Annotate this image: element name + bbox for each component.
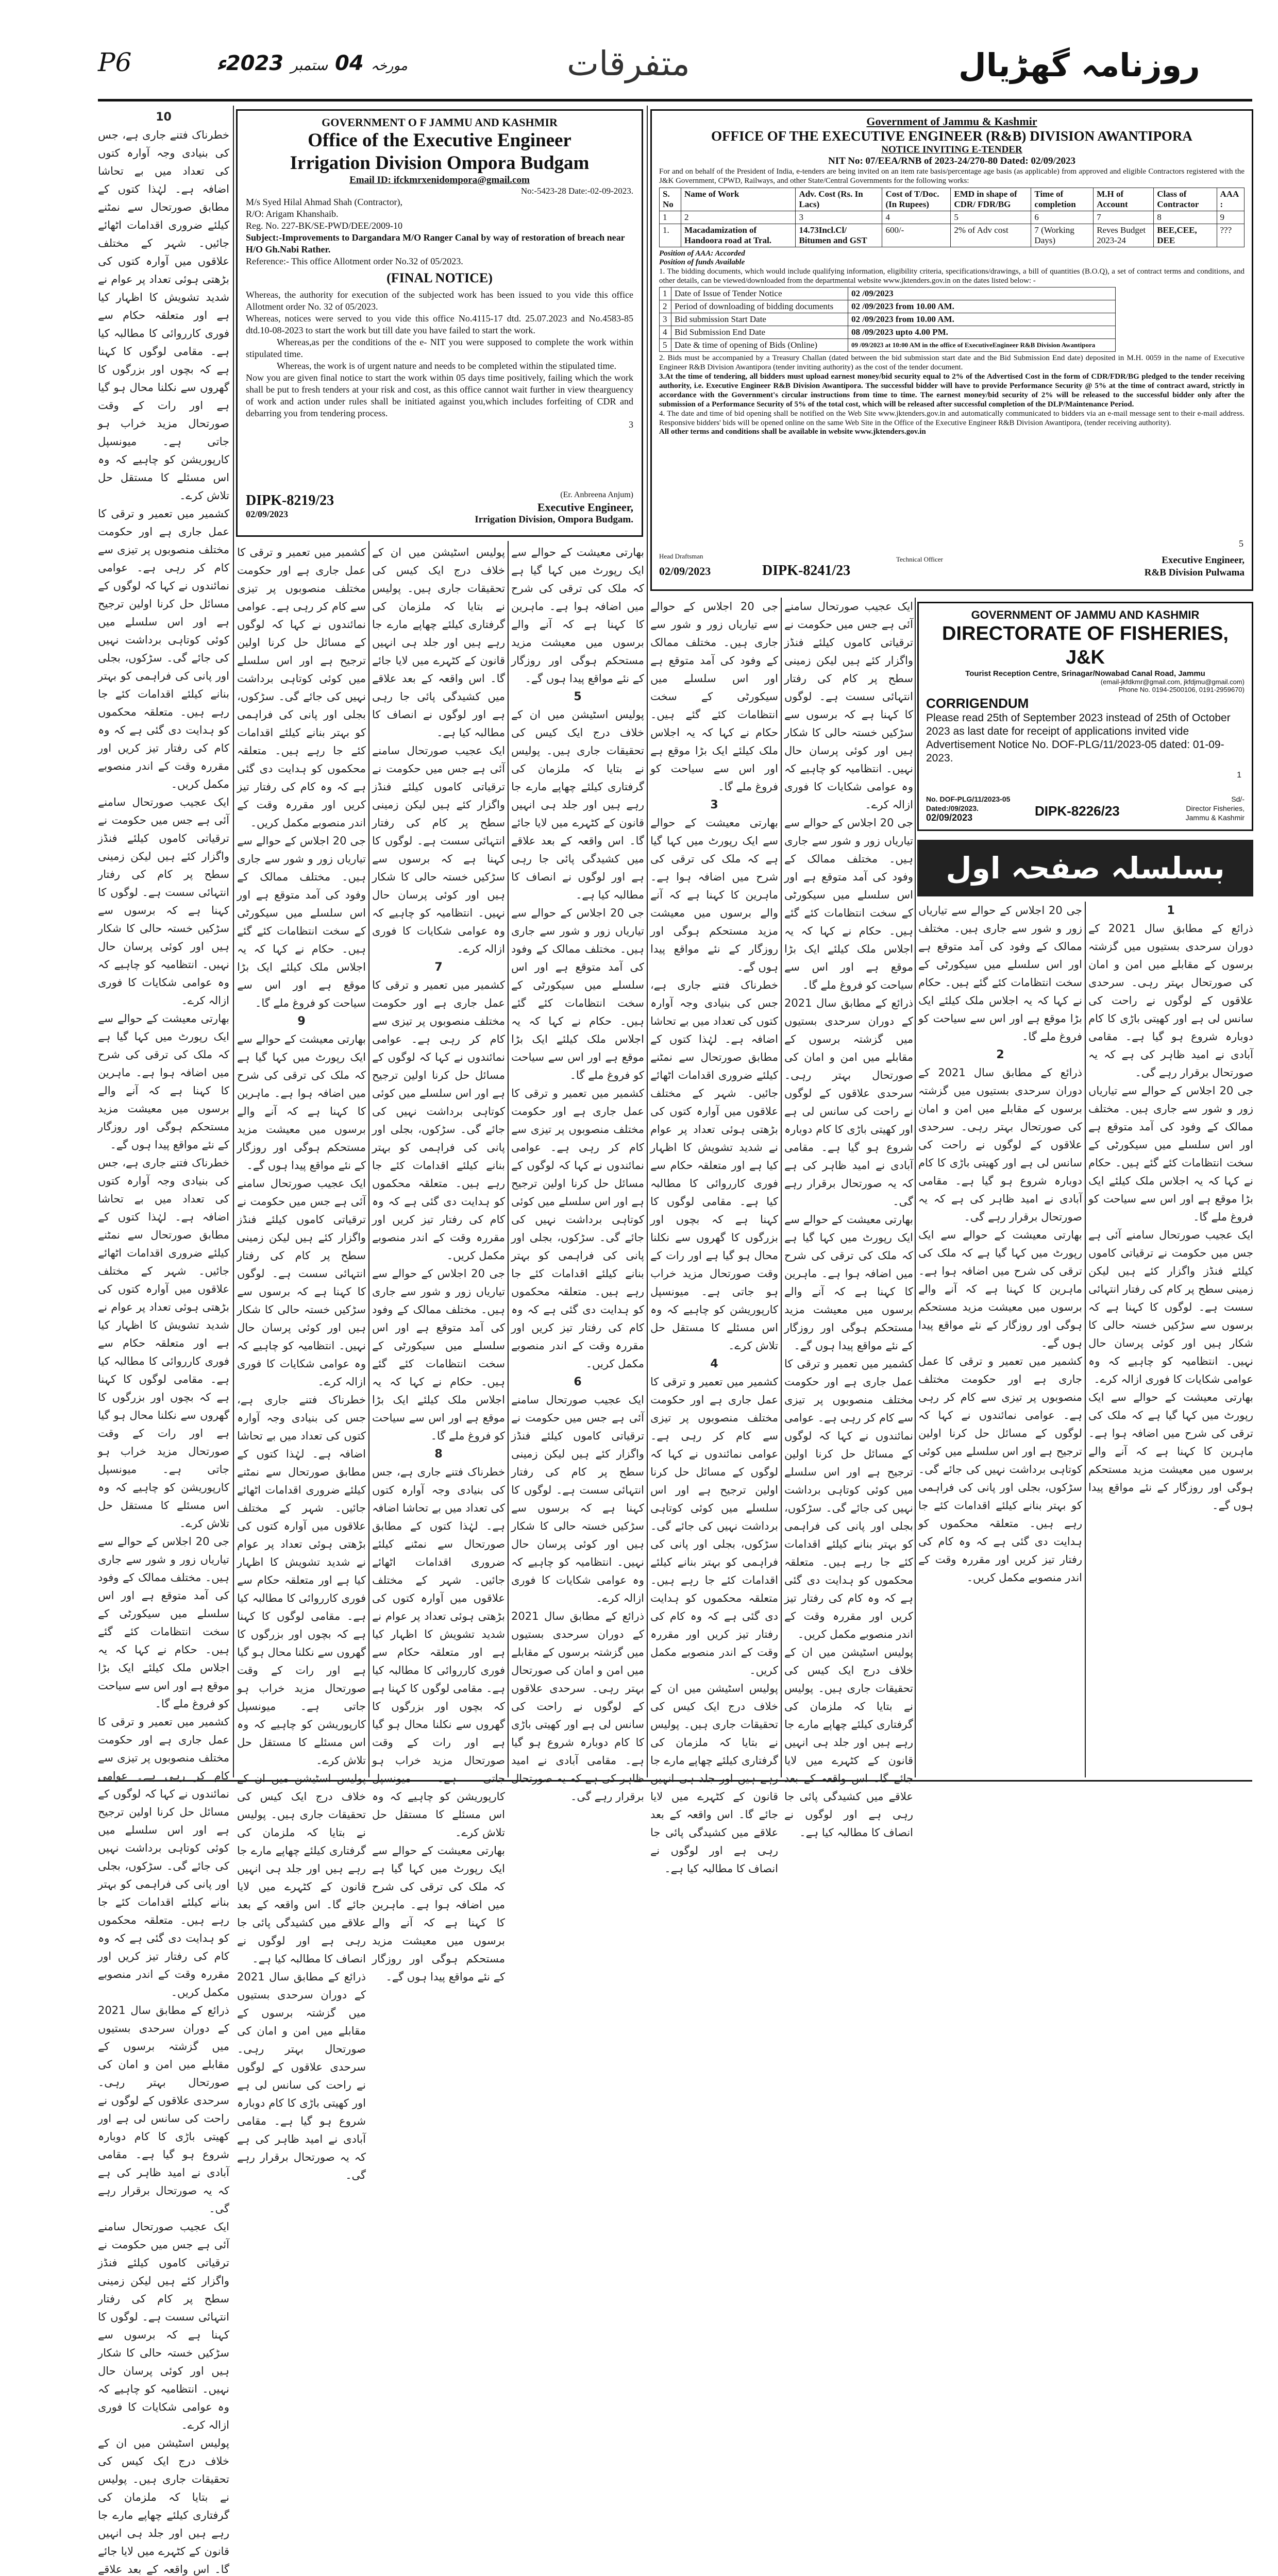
th-tdoc: Cost of T/Doc. (In Rupees) [882,188,951,211]
table-cell: Bid Submission End Date [671,326,848,339]
column-number: 4 [710,1358,718,1370]
article-text: کشمیر میں تعمیر و ترقی کا عمل جاری ہے اور حکومت مختلف منصوبوں پر تیزی سے کام کر رہی ہے۔ عوامی نمائندوں نے کہا کہ لوگوں کے مسائل حل کرنا اولین ترجیح ہے اور اس سلسلے میں کوئی کوتاہی برداشت نہیں کی جائے گی۔ سڑکوں، بجلی اور پانی کی فراہمی کو بہتر بنانے کیلئے اقدامات کئے جا رہے ہیں۔ متعلقہ محکموں کو ہدایت دی گئی ہے کہ وہ کام کی رفتار تیز کریں اور مقررہ وقت کے اندر منصوبے مکمل کریں۔ [784,1358,913,1640]
fish-title: DIRECTORATE OF FISHERIES, J&K [942,623,1229,668]
table-cell: 6 [1031,211,1094,224]
tender-intro: For and on behalf of the President of India, e-tenders are being invited on an item rate basis/percentage age basis (as applicable) from approved and eligible Contractors registered with the J&K Government, CPWD, Railways, and other State/Central Governments for the following works: [659,167,1245,185]
works-num-row [660,211,1245,224]
article-text: ایک عجیب صورتحال سامنے آئی ہے جس میں حکومت نے ترقیاتی کاموں کیلئے فنڈز واگزار کئے ہیں لیکن زمینی سطح پر کام کی رفتار انتہائی سست ہے۔ لوگوں کا کہنا ہے کہ برسوں سے سڑکیں خستہ حالی کا شکار ہیں اور کوئی پرسان حال نہیں۔ انتظامیہ کو چاہیے کہ وہ عوامی شکایات کا فوری ازالہ کرے۔ [511,1394,644,1604]
table-cell: 7 (Working Days) [1031,224,1094,247]
tender-sig-title: Executive Engineer, [1162,555,1245,566]
column-rule [368,541,369,1777]
article-text: کشمیر میں تعمیر و ترقی کا عمل جاری ہے اور حکومت مختلف منصوبوں پر تیزی سے کام کر رہی ہے۔ عوامی نمائندوں نے کہا کہ لوگوں کے مسائل حل کرنا اولین ترجیح ہے اور اس سلسلے میں کوئی کوتاہی برداشت نہیں کی جائے گی۔ سڑکوں، بجلی اور پانی کی فراہمی کو بہتر بنانے کیلئے اقدامات کئے جا رہے ہیں۔ متعلقہ محکموں کو ہدایت دی گئی ہے کہ وہ کام کی رفتار تیز کریں اور مقررہ وقت کے اندر منصوبے مکمل کریں۔ [918,1355,1082,1584]
column-rule [915,598,916,1777]
article-text: کشمیر میں تعمیر و ترقی کا عمل جاری ہے اور حکومت مختلف منصوبوں پر تیزی سے کام کر رہی ہے۔ عوامی نمائندوں نے کہا کہ لوگوں کے مسائل حل کرنا اولین ترجیح ہے اور اس سلسلے میں کوئی کوتاہی برداشت نہیں کی جائے گی۔ سڑکوں، بجلی اور پانی کی فراہمی کو بہتر بنانے کیلئے اقدامات کئے جا رہے ہیں۔ متعلقہ محکموں کو ہدایت دی گئی ہے کہ وہ کام کی رفتار تیز کریں اور مقررہ وقت کے اندر منصوبے مکمل کریں۔ [650,1376,778,1676]
table-cell: 2 [660,300,671,313]
article-text: پولیس اسٹیشن میں ان کے خلاف درج ایک کیس کی تحقیقات جاری ہیں۔ پولیس نے بتایا کہ ملزمان کی گرفتاری کیلئے چھاپے مارے جا رہے ہیں اور جلد ہی انہیں قانون کے کٹہرے میں لایا جائے گا۔ اس واقعہ کے بعد علاقے میں کشیدگی پائی جا رہی ہے اور لوگوں نے انصاف کا مطالبہ کیا ہے۔ [372,546,505,739]
tender-p3: 3.At the time of tendering, all bidders must upload earnest money/bid security equal to 2% of the Advertised Cost in the form of CDR/FDR/BG pledged to the tender receiving authority, i.e. Executive Engineer R&B Division Awantipora. The successful bidder will have to provide Performance Security @ 5% at the time of contract award, strictly in accordance with the Government's circular instructions from time to time. The earnest money/bid security of 2% will be released to the successful bidder only after the submission of a Performance Security of 5% of the total cost, which will be released after successful completion of the DLP/Maintenance Period. [659,372,1245,409]
table-cell: 08 /09/2023 upto 4.00 PM. [848,326,1115,339]
tender-p1: 1. The bidding documents, which would include qualifying information, eligibility criteria, specifications/drawings, a bill of quantities (B.O.Q), a set of contract terms and conditions, and other details, can be viewed/downloaded from the departmental website www.jktenders.gov.in on the dates listed below: - [659,267,1245,285]
table-cell: 02 /09/2023 [848,287,1115,300]
tender-date: 02/09/2023 [659,565,711,578]
tender-num: 5 [1239,538,1243,549]
date-prefix: مورخہ [371,58,408,74]
ad-email: Email ID: ifckmrxenidompora@gmail.com [349,175,530,185]
table-cell: 4 [882,211,951,224]
newspaper-name: روزنامہ گھڑیال [959,46,1200,84]
article-text: کشمیر میں تعمیر و ترقی کا عمل جاری ہے اور حکومت مختلف منصوبوں پر تیزی سے کام کر رہی ہے۔ عوامی نمائندوں نے کہا کہ لوگوں کے مسائل حل کرنا اولین ترجیح ہے اور اس سلسلے میں کوئی کوتاہی برداشت نہیں کی جائے گی۔ سڑکوں، بجلی اور پانی کی فراہمی کو بہتر بنانے کیلئے اقدامات کئے جا رہے ہیں۔ متعلقہ محکموں کو ہدایت دی گئی ہے کہ وہ کام کی رفتار تیز کریں اور مقررہ وقت کے اندر منصوبے مکمل کریں۔ [372,979,505,1262]
date-row [660,326,1116,339]
fish-phone: Phone No. 0194-2500106, 0191-2959670) [1118,686,1245,693]
article-text: جی 20 اجلاس کے حوالے سے تیاریاں زور و شور سے جاری ہیں۔ مختلف ممالک کے وفود کی آمد متوقع ہے اور اس سلسلے میں سیکورٹی کے سخت انتظامات کئے گئے ہیں۔ حکام نے کہا کہ یہ اجلاس ملک کیلئے ایک بڑا موقع ہے اور اس سے سیاحت کو فروغ ملے گا۔ [372,1267,505,1442]
tender-signature [1145,554,1245,579]
fisheries-corrigendum-ad [917,602,1253,831]
ad-address-2: R/O: Arigam Khanshaib. [246,209,339,219]
article-text: ذرائع کے مطابق سال 2021 کے دوران سرحدی بستیوں میں گزشتہ برسوں کے مقابلے میں امن و امان کی صورتحال بہتر رہی۔ سرحدی علاقوں کے لوگوں نے راحت کی سانس لی ہے اور کھیتی باڑی کا کام دوبارہ شروع ہو گیا ہے۔ مقامی آبادی نے امید ظاہر کی ہے کہ یہ صورتحال برقرار رہے گی۔ [237,1971,366,2181]
table-cell: Bid submission Start Date [671,313,848,326]
article-text: ایک عجیب صورتحال سامنے آئی ہے جس میں حکومت نے ترقیاتی کاموں کیلئے فنڈز واگزار کئے ہیں لیکن زمینی سطح پر کام کی رفتار انتہائی سست ہے۔ لوگوں کا کہنا ہے کہ برسوں سے سڑکیں خستہ حالی کا شکار ہیں اور کوئی پرسان حال نہیں۔ انتظامیہ کو چاہیے کہ وہ عوامی شکایات کا فوری ازالہ کرے۔ [98,796,229,1007]
ad-reference: Reference:- This office Allotment order No.32 of 05/2023. [246,256,463,266]
th-sno: S. No [660,188,681,211]
article-text: پولیس اسٹیشن میں ان کے خلاف درج ایک کیس کی تحقیقات جاری ہیں۔ پولیس نے بتایا کہ ملزمان کی گرفتاری کیلئے چھاپے مارے جا رہے ہیں اور جلد ہی انہیں قانون کے کٹہرے میں لایا جائے گا۔ اس واقعہ کے بعد علاقے میں کشیدگی پائی جا رہی ہے اور لوگوں نے انصاف کا مطالبہ کیا ہے۔ [237,1772,366,1965]
table-cell: 1. [660,224,681,247]
table-cell: 600/- [882,224,951,247]
tender-footer [659,552,1245,583]
continued-from-front-page-banner [917,840,1253,896]
fish-sig-2: Jammu & Kashmir [1185,814,1245,822]
table-cell: 7 [1094,211,1154,224]
article-column-9 [237,544,366,2181]
sig-name: (Er. Anbreena Anjum) [560,490,633,499]
article-text: بھارتی معیشت کے حوالے سے ایک رپورٹ میں کہا گیا ہے کہ ملک کی ترقی کی شرح میں اضافہ ہوا ہے۔ ماہرین کا کہنا ہے کہ آنے والے برسوں میں معیشت مزید مستحکم ہوگی اور روزگار کے نئے مواقع پیدا ہوں گے۔ [372,1844,505,1983]
tender-notice: NOTICE INVITING E-TENDER [881,144,1022,155]
ad-division: Irrigation Division Ompora Budgam [290,152,590,174]
dipk-code: DIPK-8219/23 [246,493,334,509]
dates-table [659,287,1116,352]
article-text: کشمیر میں تعمیر و ترقی کا عمل جاری ہے اور حکومت مختلف منصوبوں پر تیزی سے کام کر رہی ہے۔ عوامی نمائندوں نے کہا کہ لوگوں کے مسائل حل کرنا اولین ترجیح ہے اور اس سلسلے میں کوئی کوتاہی برداشت نہیں کی جائے گی۔ سڑکوں، بجلی اور پانی کی فراہمی کو بہتر بنانے کیلئے اقدامات کئے جا رہے ہیں۔ متعلقہ محکموں کو ہدایت دی گئی ہے کہ وہ کام کی رفتار تیز کریں اور مقررہ وقت کے اندر منصوبے مکمل کریں۔ [237,546,366,829]
fish-sd: Sd/- [1231,795,1245,803]
article-column-2 [918,902,1082,1777]
fish-govt: GOVERNMENT OF JAMMU AND KASHMIR [971,608,1200,621]
date-month: ستمبر [291,57,328,74]
article-text: بھارتی معیشت کے حوالے سے ایک رپورٹ میں کہا گیا ہے کہ ملک کی ترقی کی شرح میں اضافہ ہوا ہے۔ ماہرین کا کہنا ہے کہ آنے والے برسوں میں معیشت مزید مستحکم ہوگی اور روزگار کے نئے مواقع پیدا ہوں گے۔ [237,1033,366,1172]
article-text: پولیس اسٹیشن میں ان کے خلاف درج ایک کیس کی تحقیقات جاری ہیں۔ پولیس نے بتایا کہ ملزمان کی گرفتاری کیلئے چھاپے مارے جا رہے ہیں اور جلد ہی انہیں قانون کے کٹہرے میں لایا جائے گا۔ اس واقعہ کے بعد علاقے [98,2437,229,2575]
ad-dipk [246,493,334,520]
works-data-row [660,224,1245,247]
date-year: 2023ء [216,52,284,75]
th-time: Time of completion [1031,188,1094,211]
th-mh: M.H of Account [1094,188,1154,211]
date-row [660,313,1116,326]
tender-p5: All other terms and conditions shall be available in website www.jktenders.gov.in [659,428,926,436]
article-text: پولیس اسٹیشن میں ان کے خلاف درج ایک کیس کی تحقیقات جاری ہیں۔ پولیس نے بتایا کہ ملزمان کی گرفتاری کیلئے چھاپے مارے جا رہے ہیں اور جلد ہی انہیں قانون کے کٹہرے میں لایا جائے گا۔ اس واقعہ کے بعد علاقے میں کشیدگی پائی جا رہی ہے اور لوگوں نے انصاف کا مطالبہ کیا ہے۔ [511,708,644,901]
head-draftsman: Head Draftsman [659,552,703,560]
table-cell: 5 [660,339,671,352]
issue-date [216,52,408,75]
th-cost: Adv. Cost (Rs. In Lacs) [796,188,882,211]
works-header-row [660,188,1245,211]
article-text: بھارتی معیشت کے حوالے سے ایک رپورٹ میں کہا گیا ہے کہ ملک کی ترقی کی شرح میں اضافہ ہوا ہے۔ ماہرین کا کہنا ہے کہ آنے والے برسوں میں معیشت مزید مستحکم ہوگی اور روزگار کے نئے مواقع پیدا ہوں گے۔ [650,817,778,973]
fish-address: Tourist Reception Centre, Srinagar/Nowabad Canal Road, Jammu [965,669,1205,678]
article-text: بھارتی معیشت کے حوالے سے ایک رپورٹ میں کہا گیا ہے کہ ملک کی ترقی کی شرح میں اضافہ ہوا ہے۔ ماہرین کا کہنا ہے کہ آنے والے برسوں میں معیشت مزید مستحکم ہوگی اور روزگار کے نئے مواقع پیدا ہوں گے۔ [1088,1391,1253,1512]
tender-p4: 4. The date and time of bid opening shall be notified on the Web Site www.jktenders.gov.in and automatically communicated to bidders via an e-mail message sent to their e-mail address. Responsive bidders' bids will be opened online on the same Web Site in the Office of the Executive Engineer R&B Division Awantipora, (tender receiving authority). [659,410,1245,427]
ad-num: 3 [629,419,633,430]
date-row [660,300,1116,313]
article-column-5-6 [511,544,644,1803]
technical-officer: Technical Officer [896,555,943,563]
th-aaa: AAA : [1217,188,1245,211]
article-column-continued [784,598,913,1839]
banner-text: بسلسلہ صفحہ اول [946,851,1225,886]
article-text: پولیس اسٹیشن میں ان کے خلاف درج ایک کیس کی تحقیقات جاری ہیں۔ پولیس نے بتایا کہ ملزمان کی گرفتاری کیلئے چھاپے مارے جا رہے ہیں اور جلد ہی انہیں قانون کے کٹہرے میں لایا جائے گا۔ اس واقعہ کے بعد علاقے میں کشیدگی پائی جا رہی ہے اور لوگوں نے انصاف کا مطالبہ کیا ہے۔ [784,1646,913,1839]
tender-govt: Government of Jammu & Kashmir [866,115,1037,128]
article-text: جی 20 اجلاس کے حوالے سے تیاریاں زور و شور سے جاری ہیں۔ مختلف ممالک کے وفود کی آمد متوقع ہے اور اس سلسلے میں سیکورٹی کے سخت انتظامات کئے گئے ہیں۔ حکام نے کہا کہ یہ اجلاس ملک کیلئے ایک بڑا موقع ہے اور اس سے سیاحت کو فروغ ملے گا۔ [237,835,366,1009]
ad-para-3: Whereas,as per the conditions of the e- NIT you were supposed to complete the work within stipulated time. [246,337,633,359]
column-number: 9 [297,1015,306,1028]
article-column-1 [1088,902,1253,1777]
table-cell: 02 /09/2023 from 10.00 AM. [848,300,1115,313]
article-text: جی 20 اجلاس کے حوالے سے تیاریاں زور و شور سے جاری ہیں۔ مختلف ممالک کے وفود کی آمد متوقع ہے اور اس سلسلے میں سیکورٹی کے سخت انتظامات کئے گئے ہیں۔ حکام نے کہا کہ یہ اجلاس ملک کیلئے ایک بڑا موقع ہے اور اس سے سیاحت کو فروغ ملے گا۔ [98,1535,229,1710]
article-column-10 [98,108,229,2575]
table-cell: 9 [1217,211,1245,224]
column-number: 7 [434,961,443,974]
article-text: پولیس اسٹیشن میں ان کے خلاف درج ایک کیس کی تحقیقات جاری ہیں۔ پولیس نے بتایا کہ ملزمان کی گرفتاری کیلئے چھاپے مارے جا رہے ہیں اور جلد ہی انہیں قانون کے کٹہرے میں لایا جائے گا۔ اس واقعہ کے بعد علاقے میں کشیدگی پائی جا رہی ہے اور لوگوں نے انصاف کا مطالبہ کیا ہے۔ [650,1682,778,1875]
fish-sig-1: Director Fisheries, [1186,804,1245,812]
table-cell: 09 /09/2023 at 10:00 AM in the office of ExecutiveEngineer R&B Division Awantipora [848,339,1115,352]
article-text: ایک عجیب صورتحال سامنے آئی ہے جس میں حکومت نے ترقیاتی کاموں کیلئے فنڈز واگزار کئے ہیں لیکن زمینی سطح پر کام کی رفتار انتہائی سست ہے۔ لوگوں کا کہنا ہے کہ برسوں سے سڑکیں خستہ حالی کا شکار ہیں اور کوئی پرسان حال نہیں۔ انتظامیہ کو چاہیے کہ وہ عوامی شکایات کا فوری ازالہ کرے۔ [98,2221,229,2431]
table-cell: 5 [951,211,1031,224]
fish-ref [926,794,1010,822]
section-title: متفرقات [567,44,690,83]
fish-num: 1 [1237,771,1241,779]
article-text: خطرناک فتنے جاری ہے، جس کی بنیادی وجہ آوارہ کتوں کی تعداد میں بے تحاشا اضافہ ہے۔ لہٰذا کتوں کے مطابق صورتحال سے نمٹنے کیلئے ضروری اقدامات اٹھائے جائیں۔ شہر کے مختلف علاقوں میں آوارہ کتوں کی بڑھتی ہوئی تعداد پر عوام نے شدید تشویش کا اظہار کیا ہے اور متعلقہ حکام سے فوری کارروائی کا مطالبہ کیا ہے۔ مقامی لوگوں کا کہنا ہے کہ بچوں اور بزرگوں کا گھروں سے نکلنا محال ہو گیا ہے اور رات کے وقت صورتحال مزید خراب ہو جاتی ہے۔ میونسپل کارپوریشن کو چاہیے کہ وہ اس مسئلے کا مستقل حل تلاش کرے۔ [98,129,229,502]
fish-date: 02/09/2023 [926,812,973,823]
article-text: ایک عجیب صورتحال سامنے آئی ہے جس میں حکومت نے ترقیاتی کاموں کیلئے فنڈز واگزار کئے ہیں لیکن زمینی سطح پر کام کی رفتار انتہائی سست ہے۔ لوگوں کا کہنا ہے کہ برسوں سے سڑکیں خستہ حالی کا شکار ہیں اور کوئی پرسان حال نہیں۔ انتظامیہ کو چاہیے کہ وہ عوامی شکایات کا فوری ازالہ کرے۔ [372,744,505,955]
column-number: 3 [710,799,718,811]
ad-address-1: M/s Syed Hilal Ahmad Shah (Contractor), [246,197,402,207]
ad-govt: GOVERNMENT O F JAMMU AND KASHMIR [322,116,558,129]
th-class: Class of Contractor [1154,188,1217,211]
article-text: خطرناک فتنے جاری ہے، جس کی بنیادی وجہ آوارہ کتوں کی تعداد میں بے تحاشا اضافہ ہے۔ لہٰذا کتوں کے مطابق صورتحال سے نمٹنے کیلئے ضروری اقدامات اٹھائے جائیں۔ شہر کے مختلف علاقوں میں آوارہ کتوں کی بڑھتی ہوئی تعداد پر عوام نے شدید تشویش کا اظہار کیا ہے اور متعلقہ حکام سے فوری کارروائی کا مطالبہ کیا ہے۔ مقامی لوگوں کا کہنا ہے کہ بچوں اور بزرگوں کا گھروں سے نکلنا محال ہو گیا ہے اور رات کے وقت صورتحال مزید خراب ہو جاتی ہے۔ میونسپل کارپوریشن کو چاہیے کہ وہ اس مسئلے کا مستقل حل تلاش کرے۔ [98,1157,229,1530]
table-cell: 3 [660,313,671,326]
tender-sig-division: R&B Division Pulwama [1144,567,1245,578]
table-cell: 4 [660,326,671,339]
article-text: بھارتی معیشت کے حوالے سے ایک رپورٹ میں کہا گیا ہے کہ ملک کی ترقی کی شرح میں اضافہ ہوا ہے۔ ماہرین کا کہنا ہے کہ آنے والے برسوں میں معیشت مزید مستحکم ہوگی اور روزگار کے نئے مواقع پیدا ہوں گے۔ [784,1213,913,1352]
table-cell: 1 [660,211,681,224]
fish-ref-dated: Dated:/09/2023. [926,804,979,812]
page-number: P6 [98,47,132,77]
article-text: بھارتی معیشت کے حوالے سے ایک رپورٹ میں کہا گیا ہے کہ ملک کی ترقی کی شرح میں اضافہ ہوا ہے۔ ماہرین کا کہنا ہے کہ آنے والے برسوں میں معیشت مزید مستحکم ہوگی اور روزگار کے نئے مواقع پیدا ہوں گے۔ [918,1229,1082,1349]
table-cell: 14.73Incl.Cl/ Bitumen and GST [796,224,882,247]
article-text: ذرائع کے مطابق سال 2021 کے دوران سرحدی بستیوں میں گزشتہ برسوں کے مقابلے میں امن و امان کی صورتحال بہتر رہی۔ سرحدی علاقوں کے لوگوں نے راحت کی سانس لی ہے اور کھیتی باڑی کا کام دوبارہ شروع ہو گیا ہے۔ مقامی آبادی نے امید ظاہر کی ہے کہ یہ صورتحال برقرار رہے گی۔ [1088,922,1253,1079]
tender-p2: 2. Bids must be accompanied by a Treasury Challan (dated between the bid submission start date and the Bid Submission End date) deposited in M.H. 0059 in the name of Executive Engineer R&B Division Awantipora (tender inviting authority) as the cost of the tender document. [659,354,1245,371]
column-rule [508,541,509,1777]
ad-signature [475,489,633,526]
column-number: 8 [434,1448,443,1461]
fish-dipk: DIPK-8226/23 [1035,803,1120,819]
column-number: 6 [574,1376,582,1388]
table-cell: 8 [1154,211,1217,224]
works-table [659,188,1245,247]
fish-signature [1186,794,1245,822]
fish-email: (email-jkfdkmr@gmail.com, jkfdjmu@gmail.com) [1100,678,1245,686]
article-text: کشمیر میں تعمیر و ترقی کا عمل جاری ہے اور حکومت مختلف منصوبوں پر تیزی سے کام کر رہی ہے۔ عوامی نمائندوں نے کہا کہ لوگوں کے مسائل حل کرنا اولین ترجیح ہے اور اس سلسلے میں کوئی کوتاہی برداشت نہیں کی جائے گی۔ سڑکوں، بجلی اور پانی کی فراہمی کو بہتر بنانے کیلئے اقدامات کئے جا رہے ہیں۔ متعلقہ محکموں کو ہدایت دی گئی ہے کہ وہ کام کی رفتار تیز کریں اور مقررہ وقت کے اندر منصوبے مکمل کریں۔ [511,1087,644,1370]
article-text: ذرائع کے مطابق سال 2021 کے دوران سرحدی بستیوں میں گزشتہ برسوں کے مقابلے میں امن و امان کی صورتحال بہتر رہی۔ سرحدی علاقوں کے لوگوں نے راحت کی سانس لی ہے اور کھیتی باڑی کا کام دوبارہ شروع ہو گیا ہے۔ مقامی آبادی نے امید ظاہر کی ہے کہ یہ صورتحال برقرار رہے گی۔ [98,2004,229,2215]
tender-office: OFFICE OF THE EXECUTIVE ENGINEER (R&B) DIVISION AWANTIPORA [711,128,1192,144]
date-day: 04 [335,52,364,75]
column-number: 5 [574,690,582,703]
column-rule [233,106,234,1777]
article-text: ذرائع کے مطابق سال 2021 کے دوران سرحدی بستیوں میں گزشتہ برسوں کے مقابلے میں امن و امان کی صورتحال بہتر رہی۔ سرحدی علاقوں کے لوگوں نے راحت کی سانس لی ہے اور کھیتی باڑی کا کام دوبارہ شروع ہو گیا ہے۔ مقامی آبادی نے امید ظاہر کی ہے کہ یہ صورتحال برقرار رہے گی۔ [784,997,913,1208]
article-text: کشمیر میں تعمیر و ترقی کا عمل جاری ہے اور حکومت مختلف منصوبوں پر تیزی سے کام کر رہی ہے۔ عوامی نمائندوں نے کہا کہ لوگوں کے مسائل حل کرنا اولین ترجیح ہے اور اس سلسلے میں کوئی کوتاہی برداشت نہیں کی جائے گی۔ سڑکوں، بجلی اور پانی کی فراہمی کو بہتر بنانے کیلئے اقدامات کئے جا رہے ہیں۔ متعلقہ محکموں کو ہدایت دی گئی ہے کہ وہ کام کی رفتار تیز کریں اور مقررہ وقت کے اندر منصوبے مکمل کریں۔ [98,1716,229,1998]
fish-heading: CORRIGENDUM [926,696,1029,711]
table-cell: 02 /09/2023 from 10.00 AM. [848,313,1115,326]
fish-ref-no: No. DOF-PLG/11/2023-05 [926,795,1011,803]
ad-para-1: Whereas, the authority for execution of the subjected work has been issued to you vide this office Allotment order No. 32 of 05/2023. [246,290,633,312]
article-text: بھارتی معیشت کے حوالے سے ایک رپورٹ میں کہا گیا ہے کہ ملک کی ترقی کی شرح میں اضافہ ہوا ہے۔ ماہرین کا کہنا ہے کہ آنے والے برسوں میں معیشت مزید مستحکم ہوگی اور روزگار کے نئے مواقع پیدا ہوں گے۔ [98,1012,229,1151]
column-rule [781,598,782,1777]
ad-office: Office of the Executive Engineer [308,130,571,151]
dipk-date: 02/09/2023 [246,509,289,519]
ad-para-4: Whereas, the work is of urgent nature and needs to be completed within the stipulated time. [277,361,616,371]
masthead-rule [98,99,1252,101]
ad-para-5: Now you are given final notice to start the work within 05 days time positively, failing which the work shall be put to fresh tenders at your risk and cost, as this office cannot wait further in view thearguency of work and action under rules shall be initiated against you,which includes forfeiting of CDR and debarring you from tendering process. [246,372,633,418]
column-number: 2 [996,1048,1004,1061]
table-cell: 3 [796,211,882,224]
article-text: جی 20 اجلاس کے حوالے سے تیاریاں زور و شور سے جاری ہیں۔ مختلف ممالک کے وفود کی آمد متوقع ہے اور اس سلسلے میں سیکورٹی کے سخت انتظامات کئے گئے ہیں۔ حکام نے کہا کہ یہ اجلاس ملک کیلئے ایک بڑا موقع ہے اور اس سے سیاحت کو فروغ ملے گا۔ [650,600,778,793]
article-text: جی 20 اجلاس کے حوالے سے تیاریاں زور و شور سے جاری ہیں۔ مختلف ممالک کے وفود کی آمد متوقع ہے اور اس سلسلے میں سیکورٹی کے سخت انتظامات کئے گئے ہیں۔ حکام نے کہا کہ یہ اجلاس ملک کیلئے ایک بڑا موقع ہے اور اس سے سیاحت کو فروغ ملے گا۔ [784,817,913,991]
column-number: 10 [156,111,172,124]
ad-address-3: Reg. No. 227-BK/SE-PWD/DEE/2009-10 [246,221,402,231]
ad-para-2: Whereas, notices were served to you vide this office No.4115-17 dtd. 25.07.2023 and No.4583-85 dtd.10-08-2023 to start the work but till date you have failed to start the work. [246,313,633,335]
article-text: جی 20 اجلاس کے حوالے سے تیاریاں زور و شور سے جاری ہیں۔ مختلف ممالک کے وفود کی آمد متوقع ہے اور اس سلسلے میں سیکورٹی کے سخت انتظامات کئے گئے ہیں۔ حکام نے کہا کہ یہ اجلاس ملک کیلئے ایک بڑا موقع ہے اور اس سے سیاحت کو فروغ ملے گا۔ [918,904,1082,1043]
article-text: خطرناک فتنے جاری ہے، جس کی بنیادی وجہ آوارہ کتوں کی تعداد میں بے تحاشا اضافہ ہے۔ لہٰذا کتوں کے مطابق صورتحال سے نمٹنے کیلئے ضروری اقدامات اٹھائے جائیں۔ شہر کے مختلف علاقوں میں آوارہ کتوں کی بڑھتی ہوئی تعداد پر عوام نے شدید تشویش کا اظہار کیا ہے اور متعلقہ حکام سے فوری کارروائی کا مطالبہ کیا ہے۔ مقامی لوگوں کا کہنا ہے کہ بچوں اور بزرگوں کا گھروں سے نکلنا محال ہو گیا ہے اور رات کے وقت صورتحال مزید خراب ہو جاتی ہے۔ میونسپل کارپوریشن کو چاہیے کہ وہ اس مسئلے کا مستقل حل تلاش کرے۔ [372,1466,505,1839]
article-text: جی 20 اجلاس کے حوالے سے تیاریاں زور و شور سے جاری ہیں۔ مختلف ممالک کے وفود کی آمد متوقع ہے اور اس سلسلے میں سیکورٹی کے سخت انتظامات کئے گئے ہیں۔ حکام نے کہا کہ یہ اجلاس ملک کیلئے ایک بڑا موقع ہے اور اس سے سیاحت کو فروغ ملے گا۔ [1088,1084,1253,1223]
table-cell: 2 [681,211,795,224]
irrigation-notice-ad [236,109,643,537]
column-rule [647,106,648,1777]
article-text: جی 20 اجلاس کے حوالے سے تیاریاں زور و شور سے جاری ہیں۔ مختلف ممالک کے وفود کی آمد متوقع ہے اور اس سلسلے میں سیکورٹی کے سخت انتظامات کئے گئے ہیں۔ حکام نے کہا کہ یہ اجلاس ملک کیلئے ایک بڑا موقع ہے اور اس سے سیاحت کو فروغ ملے گا۔ [511,907,644,1081]
article-text: ایک عجیب صورتحال سامنے آئی ہے جس میں حکومت نے ترقیاتی کاموں کیلئے فنڈز واگزار کئے ہیں لیکن زمینی سطح پر کام کی رفتار انتہائی سست ہے۔ لوگوں کا کہنا ہے کہ برسوں سے سڑکیں خستہ حالی کا شکار ہیں اور کوئی پرسان حال نہیں۔ انتظامیہ کو چاہیے کہ وہ عوامی شکایات کا فوری ازالہ کرے۔ [784,600,913,811]
table-cell: ??? [1217,224,1245,247]
column-number: 1 [1167,904,1175,917]
article-column-3-4 [650,598,778,1875]
article-text: خطرناک فتنے جاری ہے، جس کی بنیادی وجہ آوارہ کتوں کی تعداد میں بے تحاشا اضافہ ہے۔ لہٰذا کتوں کے مطابق صورتحال سے نمٹنے کیلئے ضروری اقدامات اٹھائے جائیں۔ شہر کے مختلف علاقوں میں آوارہ کتوں کی بڑھتی ہوئی تعداد پر عوام نے شدید تشویش کا اظہار کیا ہے اور متعلقہ حکام سے فوری کارروائی کا مطالبہ کیا ہے۔ مقامی لوگوں کا کہنا ہے کہ بچوں اور بزرگوں کا گھروں سے نکلنا محال ہو گیا ہے اور رات کے وقت صورتحال مزید خراب ہو جاتی ہے۔ میونسپل کارپوریشن کو چاہیے کہ وہ اس مسئلے کا مستقل حل تلاش کرے۔ [237,1394,366,1767]
article-text: خطرناک فتنے جاری ہے، جس کی بنیادی وجہ آوارہ کتوں کی تعداد میں بے تحاشا اضافہ ہے۔ لہٰذا کتوں کے مطابق صورتحال سے نمٹنے کیلئے ضروری اقدامات اٹھائے جائیں۔ شہر کے مختلف علاقوں میں آوارہ کتوں کی بڑھتی ہوئی تعداد پر عوام نے شدید تشویش کا اظہار کیا ہے اور متعلقہ حکام سے فوری کارروائی کا مطالبہ کیا ہے۔ مقامی لوگوں کا کہنا ہے کہ بچوں اور بزرگوں کا گھروں سے نکلنا محال ہو گیا ہے اور رات کے وقت صورتحال مزید خراب ہو جاتی ہے۔ میونسپل کارپوریشن کو چاہیے کہ وہ اس مسئلے کا مستقل حل تلاش کرے۔ [650,979,778,1352]
ad-subject: Subject:-Improvements to Dargandara M/O Ranger Canal by way of restoration of breach near H/O Gh.Nabi Rather. [246,232,625,255]
tender-funds: Position of funds Available [659,258,745,266]
table-cell: 1 [660,287,671,300]
th-name: Name of Work [681,188,795,211]
table-cell: Reves Budget 2023-24 [1094,224,1154,247]
tender-aaa: Position of AAA: Accorded [659,249,745,258]
table-cell: BEE,CEE, DEE [1154,224,1217,247]
article-text: ایک عجیب صورتحال سامنے آئی ہے جس میں حکومت نے ترقیاتی کاموں کیلئے فنڈز واگزار کئے ہیں لیکن زمینی سطح پر کام کی رفتار انتہائی سست ہے۔ لوگوں کا کہنا ہے کہ برسوں سے سڑکیں خستہ حالی کا شکار ہیں اور کوئی پرسان حال نہیں۔ انتظامیہ کو چاہیے کہ وہ عوامی شکایات کا فوری ازالہ کرے۔ [1088,1229,1253,1385]
table-cell: Period of downloading of bidding documents [671,300,848,313]
ad-no-date: No:-5423-28 Date:-02-09-2023. [520,186,633,196]
sig-division: Irrigation Division, Ompora Budgam. [475,514,633,525]
table-cell: Date & time of opening of Bids (Online) [671,339,848,352]
table-cell: Macadamization of Handoora road at Tral. [681,224,795,247]
article-text: ذرائع کے مطابق سال 2021 کے دوران سرحدی بستیوں میں گزشتہ برسوں کے مقابلے میں امن و امان کی صورتحال بہتر رہی۔ سرحدی علاقوں کے لوگوں نے راحت کی سانس لی ہے اور کھیتی باڑی کا کام دوبارہ شروع ہو گیا ہے۔ مقامی آبادی نے امید ظاہر کی ہے کہ یہ صورتحال برقرار رہے گی۔ [511,1610,644,1803]
article-text: ایک عجیب صورتحال سامنے آئی ہے جس میں حکومت نے ترقیاتی کاموں کیلئے فنڈز واگزار کئے ہیں لیکن زمینی سطح پر کام کی رفتار انتہائی سست ہے۔ لوگوں کا کہنا ہے کہ برسوں سے سڑکیں خستہ حالی کا شکار ہیں اور کوئی پرسان حال نہیں۔ انتظامیہ کو چاہیے کہ وہ عوامی شکایات کا فوری ازالہ کرے۔ [237,1177,366,1388]
article-column-7-8 [372,544,505,1983]
table-cell: 2% of Adv cost [951,224,1031,247]
date-row [660,339,1116,352]
article-text: بھارتی معیشت کے حوالے سے ایک رپورٹ میں کہا گیا ہے کہ ملک کی ترقی کی شرح میں اضافہ ہوا ہے۔ ماہرین کا کہنا ہے کہ آنے والے برسوں میں معیشت مزید مستحکم ہوگی اور روزگار کے نئے مواقع پیدا ہوں گے۔ [511,546,644,685]
awantipora-tender-ad [650,109,1253,591]
column-rule [1085,902,1086,1777]
ad-notice-title: (FINAL NOTICE) [386,270,493,285]
th-emd: EMD in shape of CDR/ FDR/BG [951,188,1031,211]
table-cell: Date of Issue of Tender Notice [671,287,848,300]
tender-nit: NIT No: 07/EEA/RNB of 2023-24/270-80 Dated: 02/09/2023 [828,156,1075,166]
sig-title: Executive Engineer, [537,501,633,514]
date-row [660,287,1116,300]
fish-body: Please read 25th of September 2023 instead of 25th of October 2023 as last date for receipt of applications invited vide Advertisement Notice No. DOF-PLG/11/2023-05 dated: 01-09-2023. [926,712,1231,764]
article-text: کشمیر میں تعمیر و ترقی کا عمل جاری ہے اور حکومت مختلف منصوبوں پر تیزی سے کام کر رہی ہے۔ عوامی نمائندوں نے کہا کہ لوگوں کے مسائل حل کرنا اولین ترجیح ہے اور اس سلسلے میں کوئی کوتاہی برداشت نہیں کی جائے گی۔ سڑکوں، بجلی اور پانی کی فراہمی کو بہتر بنانے کیلئے اقدامات کئے جا رہے ہیں۔ متعلقہ محکموں کو ہدایت دی گئی ہے کہ وہ کام کی رفتار تیز کریں اور مقررہ وقت کے اندر منصوبے مکمل کریں۔ [98,507,229,790]
article-text: ذرائع کے مطابق سال 2021 کے دوران سرحدی بستیوں میں گزشتہ برسوں کے مقابلے میں امن و امان کی صورتحال بہتر رہی۔ سرحدی علاقوں کے لوگوں نے راحت کی سانس لی ہے اور کھیتی باڑی کا کام دوبارہ شروع ہو گیا ہے۔ مقامی آبادی نے امید ظاہر کی ہے کہ یہ صورتحال برقرار رہے گی۔ [918,1066,1082,1223]
tender-dipk: DIPK-8241/23 [762,563,851,579]
